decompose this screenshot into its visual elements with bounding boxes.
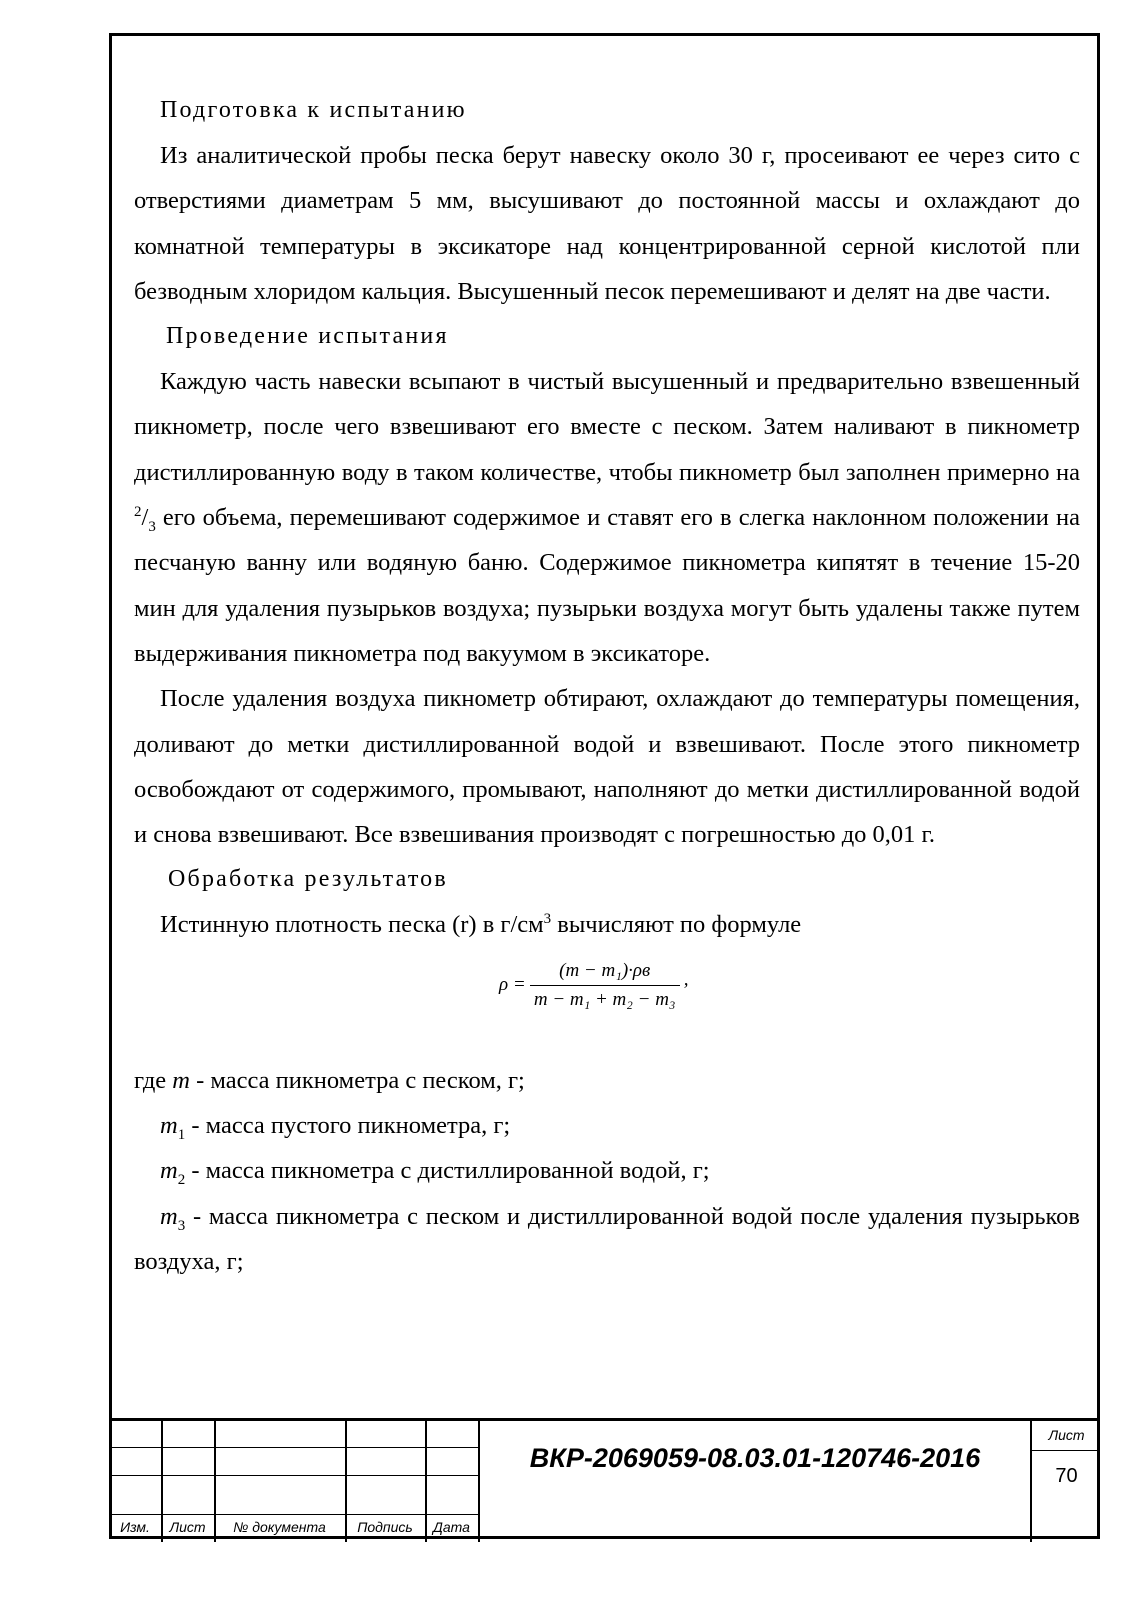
- stamp-label-izm: Изм.: [120, 1519, 150, 1535]
- var-m2: m: [160, 1157, 178, 1185]
- formula-block: [134, 948, 1080, 1058]
- testing-text-after: его объема, перемешивают содержимое и ставят его в слегка наклонном положении на песчаную ванну или водяную баню. Содержимое пикнометра кипятят в течение 15-20 мин для удаления пузырьков воздуха; пузырьки воздуха могут быть удалены также путем выдерживания пикнометра под вакуумом в эксикаторе.: [134, 504, 1080, 667]
- definition-m: [134, 1058, 1080, 1103]
- section-heading-results: Обработка результатов: [168, 866, 448, 893]
- results-text-after: вычисляют по формуле: [551, 911, 802, 939]
- paragraph-testing-2: После удаления воздуха пикнометр обтирают, охлаждают до температуры помещения, доливают до метки дистиллированной водой и взвешивают. После этого пикнометр освобождают от содержимого, промывают, наполняют до метки дистиллированной водой и снова взвешивают. Все взвешивания производят с погрешностью до 0,01 г.: [134, 685, 1080, 849]
- formula-denominator: m − m₁ + m₂ − m₃: [533, 988, 676, 1010]
- stamp-label-date: Дата: [433, 1519, 470, 1535]
- paragraph-preparation: Из аналитической пробы песка берут навеску около 30 г, просеивают ее через сито с отверстиями диаметрам 5 мм, высушивают до постоянной массы и охлаждают до комнатной температуры в эксикаторе над концентрированной серной кислотой пли безводным хлоридом кальция. Высушенный песок перемешивают и делят на две части.: [134, 142, 1080, 305]
- sheet-number: 70: [1055, 1465, 1078, 1487]
- definition-m2: [134, 1148, 1080, 1193]
- definition-m3: [134, 1194, 1080, 1285]
- document-code: ВКР-2069059-08.03.01-120746-2016: [529, 1443, 981, 1473]
- fraction-denominator: 3: [148, 518, 156, 535]
- stamp-row-line: [109, 1514, 478, 1515]
- section-heading-testing: Проведение испытания: [166, 323, 449, 350]
- fraction-numerator: 2: [134, 503, 142, 520]
- formula-numerator: (m − m₁)·ρв: [559, 959, 651, 981]
- document-body: [134, 88, 1080, 1284]
- title-block: [109, 1418, 1100, 1539]
- density-formula: [499, 960, 688, 1011]
- definition-prefix: где: [134, 1066, 173, 1094]
- results-text-before: Истинную плотность песка (r) в г/см: [160, 911, 544, 939]
- var-m2-sub: 2: [177, 1172, 186, 1189]
- section-heading-preparation: Подготовка к испытанию: [160, 97, 467, 123]
- stamp-label-sign: Подпись: [357, 1519, 413, 1535]
- definition-m1-text: - масса пустого пикнометра, г;: [185, 1112, 511, 1140]
- var-m1: m: [160, 1112, 178, 1140]
- sheet-label: Лист: [1048, 1427, 1085, 1443]
- var-m1-sub: 1: [177, 1126, 186, 1143]
- stamp-divider: [478, 1421, 480, 1542]
- var-m: m: [172, 1066, 190, 1094]
- definition-m-text: - масса пикнометра с песком, г;: [190, 1066, 525, 1094]
- testing-text-before: Каждую часть навески всыпают в чистый высушенный и предварительно взвешенный пикнометр, после чего взвешивают его вместе с песком. Затем наливают в пикнометр дистиллированную воду в таком количестве, чтобы пикнометр был заполнен примерно на: [134, 368, 1080, 486]
- formula-fraction: [530, 960, 680, 1011]
- stamp-row-line: [1030, 1450, 1100, 1451]
- formula-comma: ,: [683, 968, 689, 990]
- var-m3-sub: 3: [177, 1217, 186, 1234]
- paragraph-results: [134, 902, 1080, 947]
- definition-m2-text: - масса пикнометра с дистиллированной водой, г;: [185, 1157, 710, 1185]
- definition-m3-text: - масса пикнометра с песком и дистиллированной водой после удаления пузырьков воздуха, г;: [134, 1202, 1080, 1275]
- definition-m1: [134, 1103, 1080, 1148]
- stamp-label-list: Лист: [169, 1519, 206, 1535]
- paragraph-testing-1: Каждую часть навески всыпают в чистый высушенный и предварительно взвешенный пикнометр, после чего взвешивают его вместе с песком. Затем наливают в пикнометр дистиллированную воду в таком количестве, чтобы пикнометр был заполнен примерно на $^2/_3$ его объема, перемешивают содержимое и ставят его в слегка наклонном положении на песчаную ванну или водяную баню. Содержимое пикнометра кипятят в течение 15-20 мин для удаления пузырьков воздуха; пузырьки воздуха могут быть удалены также путем выдерживания пикнометра под вакуумом в эксикаторе.: [134, 368, 1080, 667]
- unit-superscript: 3: [543, 911, 552, 928]
- stamp-label-doc: № документа: [233, 1519, 326, 1535]
- stamp-row-line: [109, 1475, 478, 1476]
- stamp-divider: [1030, 1421, 1032, 1542]
- formula-lhs: ρ =: [499, 974, 526, 996]
- var-m3: m: [160, 1202, 178, 1230]
- stamp-row-line: [109, 1447, 478, 1448]
